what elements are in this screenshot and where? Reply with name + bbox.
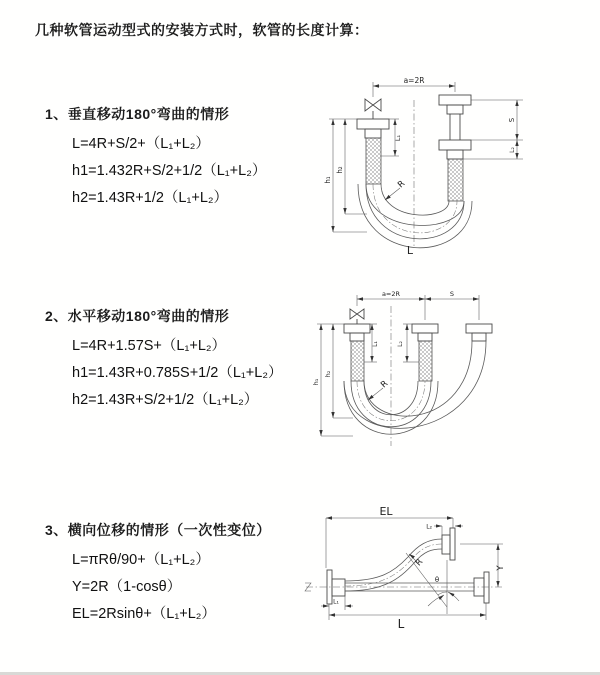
dim-l2 [426,524,463,537]
section-2-heading: 2、水平移动180°弯曲的情形 [45,308,230,324]
right-pipe [439,95,471,201]
diagram-2-svg [295,284,595,456]
section-2 [45,306,282,414]
right-pipe [466,324,492,341]
dim-l [329,603,486,631]
braided-hose-section [351,341,364,381]
diagram-lateral-displacement [298,502,600,657]
braided-hose-section [366,138,381,184]
angle-label-theta: θ [434,576,440,584]
radius-label [368,379,390,400]
dim-h1-h2 [312,324,353,436]
section-1-heading: 1、垂直移动180°弯曲的情形 [45,106,230,122]
braided-hose-section [419,341,432,381]
dim-label-h2: h₂ [336,166,344,174]
formula-line: L=4R+1.57S+（L₁+L₂） [72,338,227,354]
formula-line: EL=2Rsinθ+（L₁+L₂） [72,606,216,622]
formula-line: h2=1.43R+S/2+1/2（L₁+L₂） [72,392,259,408]
formula-line: h1=1.43R+0.785S+1/2（L₁+L₂） [72,365,283,381]
dim-l1 [364,324,379,362]
dim-label-r: R [396,178,408,191]
section-3 [45,520,271,628]
dim-label-el: EL [379,505,393,518]
left-pipe [357,119,389,184]
dim-label-l2: L₂ [397,341,404,347]
dim-h1-h2 [324,119,367,232]
dim-label-l2: L₂ [426,523,432,531]
dim-label-a2r: a=2R [403,76,425,85]
diagram-3-svg [298,502,600,657]
dim-label-s: S [508,117,516,123]
radius-label [385,179,407,200]
dim-label-l: L [397,617,405,631]
dim-label-l1: L₁ [372,341,379,347]
dim-el [326,505,453,568]
diagram-1-svg [303,70,588,256]
middle-pipe [412,324,438,381]
diagram-horizontal-180-bend [295,284,595,456]
dim-label-l1: L₁ [394,134,402,142]
dim-l1 [381,119,402,156]
dim-a2r [373,76,455,97]
dim-label-r: R [413,557,426,569]
section-3-heading: 3、横向位移的情形（一次性变位） [45,522,271,538]
dim-label-l: L [406,244,414,256]
dim-label-s: S [449,290,455,298]
dim-label-a2r: a=2R [381,290,401,298]
dim-label-l2: L₂ [509,147,516,153]
upper-flange [442,528,455,560]
dim-l2 [397,324,419,362]
formula-line: L=4R+S/2+（L₁+L₂） [72,136,210,152]
formula-line: h1=1.432R+S/2+1/2（L₁+L₂） [72,163,267,179]
valve-icon [365,99,381,119]
left-pipe [344,324,370,381]
dim-l1 [321,596,353,610]
dim-s-l2 [463,100,523,159]
dim-a2r-s [357,290,479,320]
dim-label-h2: h₂ [324,370,332,378]
dim-label-y: Y [496,565,506,571]
valve-icon [350,309,364,324]
page-title: 几种软管运动型式的安装方式时，软管的长度计算： [35,22,369,38]
dim-label-r: R [379,378,391,391]
formula-line: Y=2R（1-cosθ） [72,579,182,595]
formula-line: h2=1.43R+1/2（L₁+L₂） [72,190,229,206]
section-1 [45,104,266,212]
dim-label-l1: L₁ [333,598,339,606]
braided-hose-section [448,159,463,201]
dim-label-h1: h₁ [312,378,320,386]
hose-arcs [344,341,486,434]
dim-y [460,544,506,587]
formula-line: L=πRθ/90+（L₁+L₂） [72,552,210,568]
right-flange [474,572,489,603]
dim-label-h1: h₁ [324,176,332,184]
diagram-vertical-180-bend [303,70,588,256]
